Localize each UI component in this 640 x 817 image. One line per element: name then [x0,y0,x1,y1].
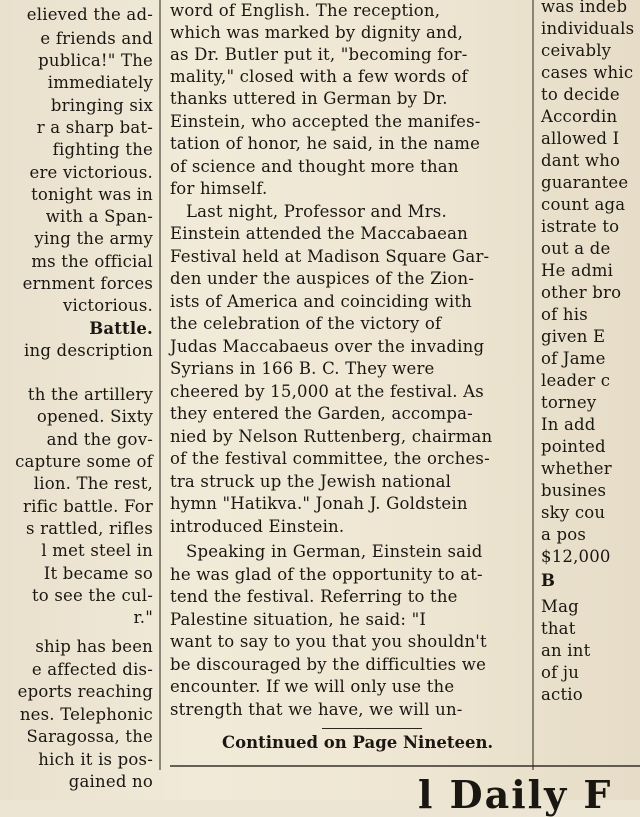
text-line: victorious. [62,296,153,315]
text-line: r a sharp bat- [36,118,153,137]
text-line: ing description [24,341,153,360]
text-line: fighting the [52,140,153,159]
text-line: Einstein attended the Maccabaean [170,224,468,243]
text-line: busines [541,481,607,500]
text-line: as Dr. Butler put it, "becoming for- [170,45,468,64]
text-line: tra struck up the Jewish national [170,472,452,491]
text-line: torney [541,393,597,412]
text-line: of his [541,305,588,324]
text-line: Battle. [89,319,153,338]
text-line: B [541,571,556,590]
text-line: publica!" The [38,51,153,70]
text-line: ceivably [541,41,612,60]
middle-column [164,0,530,800]
text-line: ere victorious. [29,163,153,182]
text-line: tonight was in [31,185,153,204]
text-line: bringing six [50,96,153,115]
text-line: of science and thought more than [170,157,459,176]
text-line: to see the cul- [31,586,153,605]
text-line: In add [541,415,596,434]
text-line: he was glad of the opportunity to at- [170,565,483,584]
text-line: dant who [541,151,621,170]
text-line: guarantee [541,173,629,192]
text-line: lion. The rest, [33,474,153,493]
text-line: hymn "Hatikva." Jonah J. Goldstein [170,494,468,513]
text-line: cheered by 15,000 at the festival. As [170,382,484,401]
text-line: count aga [541,195,626,214]
text-line: s rattled, rifles [26,519,153,538]
text-line: $12,000 [541,547,611,566]
text-line: Judas Maccabaeus over the invading [170,337,485,356]
text-line: leader c [541,371,611,390]
text-line: which was marked by dignity and, [170,23,464,42]
text-line: ying the army [34,229,153,248]
text-line: that [541,619,576,638]
text-line: with a Span- [45,207,153,226]
text-line: of the festival committee, the orches- [170,449,490,468]
left-column [0,0,157,800]
text-line: ernment forces [22,274,153,293]
text-line: a pos [541,525,587,544]
text-line: other bro [541,283,622,302]
text-line: capture some of [15,452,153,471]
text-line: ms the official [31,252,153,271]
text-line: opened. Sixty [36,407,153,426]
text-line: He admi [541,261,614,280]
text-line: be discouraged by the difficulties we [170,655,487,674]
text-line: out a de [541,239,611,258]
text-line: they entered the Garden, accompa- [170,404,473,423]
text-line: Speaking in German, Einstein said [186,542,483,561]
text-line: introduced Einstein. [170,517,345,536]
text-line: strength that we have, we will un- [170,700,463,719]
text-line: an int [541,641,591,660]
text-line: nes. Telephonic [19,705,153,724]
text-line: pointed [541,437,606,456]
text-line: tend the festival. Referring to the [170,587,458,606]
continued-label: Continued on Page Nineteen. [222,733,494,752]
text-line: for himself. [170,179,268,198]
text-line: the celebration of the victory of [170,314,442,333]
text-line: Saragossa, the [26,727,153,746]
text-line: Palestine situation, he said: "I [170,610,427,629]
text-line: th the artillery [27,385,153,404]
text-line: e affected dis- [31,660,153,679]
text-line: ists of America and coinciding with [170,292,472,311]
text-line: istrate to [541,217,620,236]
text-line: allowed I [541,129,620,148]
text-line: nied by Nelson Ruttenberg, chairman [170,427,493,446]
text-line: of ju [541,663,580,682]
text-line: word of English. The reception, [170,1,441,20]
text-line: e friends and [40,29,153,48]
text-line: Syrians in 166 B. C. They were [170,359,435,378]
text-line: individuals [541,19,635,38]
text-line: rific battle. For [23,497,153,516]
text-line: hich it is pos- [38,750,153,769]
text-line: given E [541,327,606,346]
text-line: sky cou [541,503,606,522]
text-line: r." [133,608,153,627]
column-rule [532,0,534,770]
text-line: was indeb [541,0,628,16]
text-line: den under the auspices of the Zion- [170,269,475,288]
text-line: actio [541,685,583,704]
continued-rule [322,728,422,729]
text-line: gained no [68,772,153,791]
text-line: elieved the ad- [26,5,153,24]
text-line: and the gov- [46,430,153,449]
text-line: want to say to you that you shouldn't [170,632,487,651]
right-column [537,0,640,800]
text-line: Mag [541,597,579,616]
text-line: l met steel in [41,541,153,560]
column-rule [159,0,161,770]
text-line: encounter. If we will only use the [170,677,455,696]
text-line: of Jame [541,349,606,368]
text-line: ship has been [35,637,153,656]
text-line: mality," closed with a few words of [170,67,468,86]
text-line: It became so [43,564,153,583]
text-line: eports reaching [17,682,153,701]
text-line: immediately [47,73,153,92]
text-line: whether [541,459,612,478]
text-line: cases whic [541,63,634,82]
text-line: tation of honor, he said, in the name [170,134,481,153]
text-line: Accordin [541,107,618,126]
text-line: to decide [541,85,620,104]
bottom-rule [170,765,640,767]
bottom-headline: l Daily F [418,772,613,817]
text-line: Festival held at Madison Square Gar- [170,247,490,266]
text-line: thanks uttered in German by Dr. [170,89,448,108]
text-line: Last night, Professor and Mrs. [186,202,447,221]
text-line: Einstein, who accepted the manifes- [170,112,481,131]
